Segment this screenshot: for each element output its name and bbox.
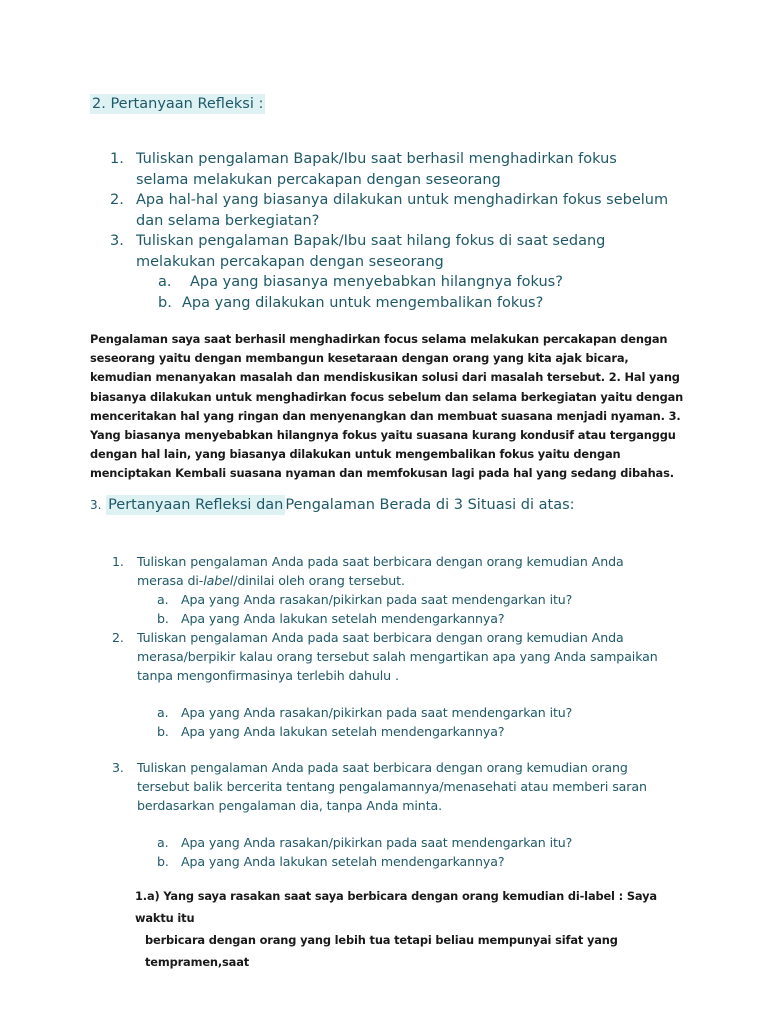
question-text: Tuliskan pengalaman Anda pada saat berbicara dengan orang kemudian Anda merasa/berpikir kalau orang tersebut salah mengartikan apa yang Anda sampaikan tanpa mengonfirmasinya terlebih dahulu . [137, 630, 658, 683]
subquestion-text: Apa yang Anda rasakan/pikirkan pada saat mendengarkan itu? [181, 835, 573, 850]
question-item [110, 190, 670, 231]
question-text: Apa hal-hal yang biasanya dilakukan untuk menghadirkan fokus sebelum dan selama berkegiatan? [136, 192, 669, 229]
subquestion-text: Apa yang Anda lakukan setelah mendengarkannya? [181, 611, 505, 626]
section-3-heading-number: 3. [90, 498, 102, 512]
subquestion-text: Apa yang Anda lakukan setelah mendengarkannya? [181, 854, 505, 869]
section-3-question-2-subs [112, 703, 672, 741]
question-item [112, 758, 672, 815]
question-number: 1. [110, 151, 124, 167]
answer-line: 1.a) Yang saya rasakan saat saya berbicara dengan orang kemudian di-label : Saya waktu itu [135, 889, 657, 925]
section-3-question-2-block [112, 628, 672, 685]
subquestion-letter: a. [157, 835, 169, 850]
section-3-question-3-block [112, 758, 672, 815]
subquestion-text: Apa yang dilakukan untuk mengembalikan fokus? [182, 294, 544, 311]
subquestion-text: Apa yang biasanya menyebabkan hilangnya fokus? [190, 274, 563, 290]
subquestion-letter: a. [158, 274, 172, 290]
section-3-heading-rest: Pengalaman Berada di 3 Situasi di atas: [285, 497, 575, 513]
subquestion-item [112, 722, 672, 741]
question-item [110, 231, 670, 272]
subquestion-item [112, 833, 672, 852]
subquestion-text: Apa yang Anda rasakan/pikirkan pada saat mendengarkan itu? [181, 592, 573, 607]
section-3-question-3-subs [112, 833, 672, 871]
question-text: Tuliskan pengalaman Bapak/Ibu saat berhasil menghadirkan fokus selama melakukan percakapan dengan seseorang [136, 151, 617, 188]
section-3-heading-highlight: Pertanyaan Refleksi dan [108, 497, 284, 513]
subquestion-item [112, 590, 672, 609]
question-text-part: /dinilai oleh orang tersebut. [233, 573, 405, 588]
question-number: 1. [112, 554, 124, 569]
section-2-question-list [110, 149, 670, 313]
subquestion-item [112, 609, 672, 628]
subquestion-text: Apa yang Anda rasakan/pikirkan pada saat mendengarkan itu? [181, 705, 573, 720]
question-item [110, 149, 670, 190]
question-number: 2. [112, 630, 124, 645]
question-text-part: Tuliskan pengalaman Anda pada saat berbicara dengan orang kemudian Anda merasa di- [137, 554, 624, 588]
section-3-answer [135, 885, 695, 973]
section-2-heading [90, 94, 265, 114]
question-text-italic: label [203, 573, 234, 588]
section-2-answer: Pengalaman saya saat berhasil menghadirkan focus selama melakukan percakapan dengan seseorang yaitu dengan membangun kesetaraan dengan orang yang kita ajak bicara, kemudian menanyakan masalah dan mendiskusikan solusi dari masalah tersebut. 2. Hal yang biasanya dilakukan untuk menghadirkan focus sebelum dan selama berkegiatan yaitu dengan menceritakan hal yang ringan dan menyenangkan dan membuat suasana menjadi nyaman. 3. Yang biasanya menyebabkan hilangnya fokus yaitu suasana kurang kondusif atau terganggu dengan hal lain, yang biasanya dilakukan untuk mengembalikan fokus yaitu dengan menciptakan Kembali suasana nyaman dan memfokusan lagi pada hal yang sedang dibahas. [90, 332, 684, 481]
subquestion-item [112, 852, 672, 871]
subquestion-letter: b. [158, 294, 172, 311]
subquestion-letter: a. [157, 592, 169, 607]
question-number: 3. [110, 233, 124, 249]
section-3-heading [90, 495, 575, 515]
question-number: 3. [112, 760, 124, 775]
subquestion-item [110, 293, 670, 314]
subquestion-letter: a. [157, 705, 169, 720]
question-item [112, 628, 672, 685]
subquestion-letter: b. [157, 854, 169, 869]
question-text: Tuliskan pengalaman Anda pada saat berbicara dengan orang kemudian orang tersebut balik bercerita tentang pengalamannya/menasehati atau memberi saran berdasarkan pengalaman dia, tanpa Anda minta. [137, 760, 647, 813]
subquestion-item [110, 272, 670, 293]
subquestion-letter: b. [157, 724, 169, 739]
question-item [112, 552, 672, 590]
subquestion-text: Apa yang Anda lakukan setelah mendengarkannya? [181, 724, 505, 739]
section-2-heading-text: 2. Pertanyaan Refleksi : [92, 96, 264, 112]
subquestion-letter: b. [157, 611, 169, 626]
section-3-question-1-block [112, 552, 672, 628]
subquestion-item [112, 703, 672, 722]
answer-line: berbicara dengan orang yang lebih tua tetapi beliau mempunyai sifat yang tempramen,saat [145, 933, 618, 969]
question-number: 2. [110, 192, 124, 208]
question-text: Tuliskan pengalaman Bapak/Ibu saat hilang fokus di saat sedang melakukan percakapan dengan seseorang [136, 233, 606, 270]
